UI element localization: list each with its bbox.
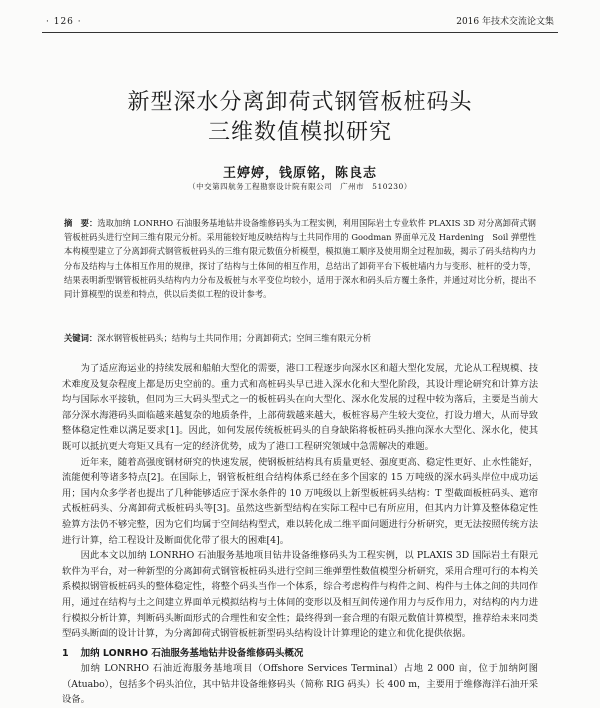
section-heading	[62, 645, 303, 659]
body-text	[62, 361, 538, 642]
title-line-2: 三维数值模拟研究	[207, 120, 392, 145]
section-paragraph: 加纳 LONRHO 石油近海服务基地项目（Offshore Services Terminal）占地 2 000 亩，位于加纳阿图（Atuabo），包括多个码头泊位，其中钻井设备维修码头（简称 RIG 码头）长 400 m，主要用于维修海洋石油开采设备。	[62, 663, 538, 706]
journal-title: 2016 年技术交流论文集	[456, 17, 554, 27]
keywords-label: 关键词：	[64, 333, 98, 343]
running-header	[42, 14, 558, 33]
page-number: · 126 ·	[46, 17, 82, 27]
section-body	[62, 661, 538, 708]
title-line-1: 新型深水分离卸荷式钢管板桩码头	[127, 90, 473, 115]
body-paragraph: 近年来，随着高强度钢材研究的快速发展，使钢板桩结构具有质量更轻、强度更高、稳定性更好、止水性能好，流能便利等诸多特点[2]。在国际上，钢管板桩组合结构体系已经在多个国家的 15 万吨级的深水码头岸位中成功运用；国内众多学者也提出了几种能够适应于深水条件的 10 万吨级以上新型板桩码头结构：T 型截面板桩码头、遮帘式板桩码头、分离卸荷式板桩码头等[3]。虽然这些新型结构在实际工程中已有所应用，但其内力计算及整体稳定性验算方法仍不够完整，因为它们均属于空间结构型式，难以转化成二维平面问题进行分析研究，更无法按照传统方法进行计算，给工程设计及断面优化带了很大的困难[4]。	[62, 456, 538, 546]
paper-title	[0, 88, 600, 148]
abstract-text: 选取加纳 LONRHO 石油服务基地钻井设备维修码头为工程实例，利用国际岩土专业软件 PLAXIS 3D 对分离卸荷式钢管板桩码头进行空间三维有限元分析。采用能较好地反映结构与土共同作用的 Goodman 界面单元及 Hardening Soil 弹塑性本构模型建立了分离卸荷式钢管板桩码头的三维有限元数值分析模型，模拟施工顺序及使用期全过程加载，揭示了码头结构内力分布及结构与土体相互作用的规律，探讨了结构与土体间的相互作用，总结出了卸荷平台下板桩墙内力与变形、桩杆的受力等，结果表明新型钢管板桩码头结构内力分布及板桩与水平变位均较小，适用于深水和码头后方覆土条件，并通过对比分析，提出不同计算模型的误差和特点，供以后类似工程的设计参考。	[64, 218, 536, 300]
section-title: 加纳 LONRHO 石油服务基地钻井设备维修码头概况	[80, 648, 304, 659]
affiliation: （中交第四航务工程勘察设计院有限公司 广州市 510230）	[188, 182, 412, 191]
keywords	[64, 331, 536, 345]
abstract-label: 摘 要：	[64, 218, 98, 228]
authors: 王婷婷，钱原铭，陈良志	[222, 166, 377, 181]
section-number: 1	[62, 648, 69, 659]
keywords-text: 深水钢管板桩码头；结构与土共同作用；分离卸荷式；空间三维有限元分析	[97, 333, 372, 343]
body-paragraph: 因此本文以加纳 LONRHO 石油服务基地项目钻井设备维修码头为工程实例，以 PLAXIS 3D 国际岩土有限元软件为平台，对一种新型的分离卸荷式钢管板桩码头进行空间三维弹塑性数值模型分析研究，采用合理可行的本构关系模拟钢管板桩码头的整体稳定性，将整个码头当作一个体系，综合考虑构件与构件之间、构件与土体之间的共同作用，通过在结构与土之间建立界面单元模拟结构与土体间的变形以及相互间传递作用力与反作用力，对结构的内力进行模拟分析计算，判断码头断面形式的合理性和安全性；最终得到一套合理的有限元数值计算模型，推荐给未来同类型码头断面的设计计算，为分离卸荷式钢管板桩新型码头结构设计计算理论的建立和优化提供依据。	[62, 550, 538, 640]
abstract	[64, 216, 536, 301]
body-paragraph: 为了适应海运业的持续发展和船舶大型化的需要，港口工程逐步向深水区和超大型化发展，尤论从工程规模、技术难度及复杂程度上都是历史空前的。重力式和高桩码头早已进入深水化和大型化阶段，其设计理论研究和计算方法均与国际水平接轨，但同为三大码头型式之一的板桩码头在向大型化、深水化发展的过程中较为落后，主要是当前大部分深水海港码头面临越来越复杂的地质条件，上部荷载越来越大，板桩容易产生较大变位，打设力增大，从而导致整体稳定性难以满足要求[1]。因此，如何发展传统板桩码头的自身缺陷将板桩码头推向深水大型化、深水化，使其既可以抵抗更大弯矩又具有一定的经济优势，成为了港口工程研究领域中急需解决的难题。	[62, 363, 538, 452]
